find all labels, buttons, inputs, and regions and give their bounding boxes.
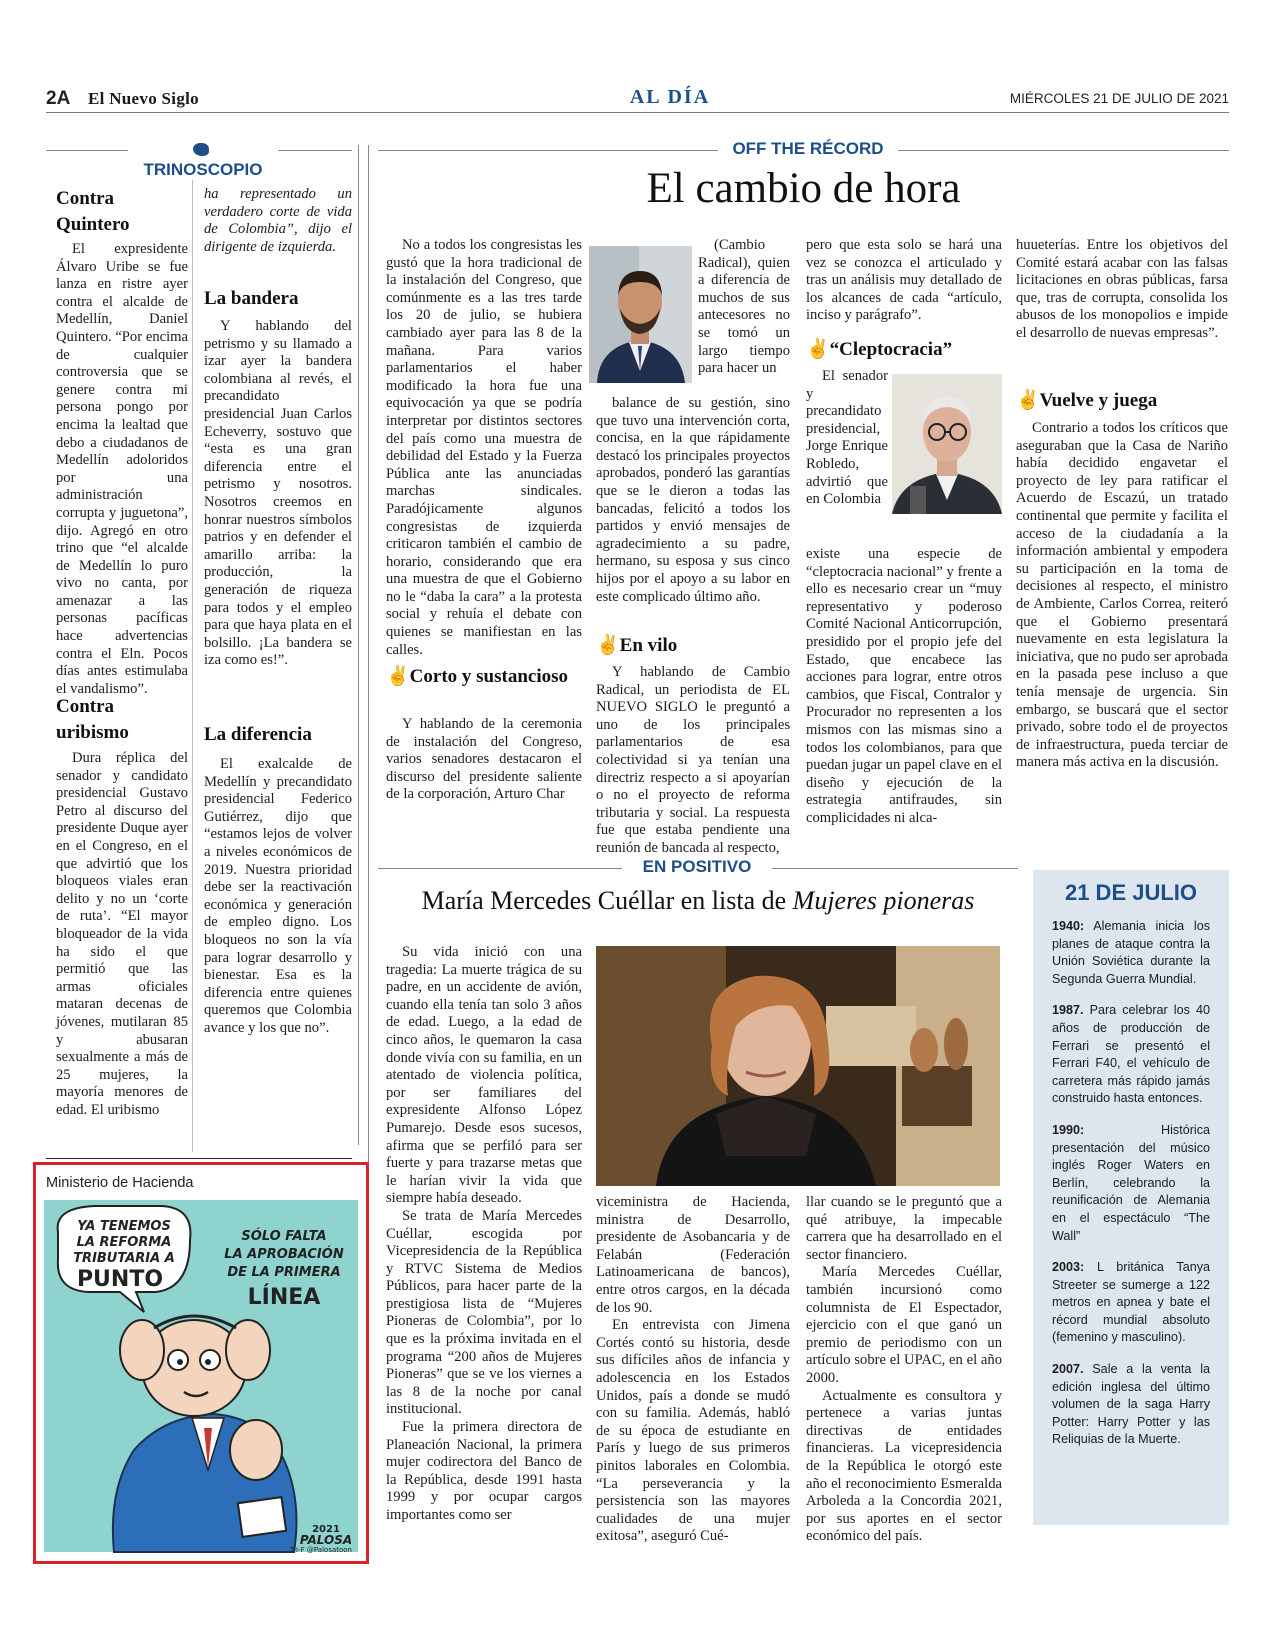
article-cambio-de-hora-col1: No a todos los congresistas les gustó que la hora tradicional de la instalación del Congreso, que comúnmente es a las tres tarde los 20 de julio, se hubiera cambiado ayer para las 8 de la mañana. Para varios parlamentarios el haber modificado la hora fue una equivocación ya que se podría interpretar por distintos sectores del país como una muestra de debilidad del Estado y la Fuerza Pública ante las anunciadas marchas sindicales. Paradójicamente algunos congresistas de izquierda criticaron también el cambio de horario, considerando que era una muestra de que el Gobierno no le “daba la cara” a la protesta social y rehuía el debate con quienes se manifiestan en las calles. — [386, 237, 582, 658]
portrait-jorge-robledo — [892, 374, 1002, 514]
photo-maria-mercedes-cuellar — [596, 946, 1000, 1186]
bird-icon — [193, 143, 209, 156]
article-cambio-de-hora-col3: pero que esta solo se hará una vez se conozca el articulado y tras un análisis muy detallado de los alcances de cada “artículo, inciso y parágrafo”. — [806, 237, 1002, 324]
article-corto-sustancioso: Y hablando de la ceremonia de instalación del Congreso, varios senadores destacaron el discurso del presidente saliente de la corporación, Arturo Char — [386, 716, 582, 803]
victory-icon: ✌ — [1016, 390, 1040, 411]
cartoon-text: YA TENEMOS — [77, 1219, 171, 1234]
column-separator — [192, 180, 193, 1152]
cartoonist-signature: PALOSA — [299, 1533, 353, 1547]
cartoon-text: PUNTO — [76, 1267, 164, 1292]
cartoon-text: 2021 — [312, 1524, 340, 1535]
cartoon-text: SÓLO FALTA — [241, 1229, 327, 1244]
headline-vuelve-y-juega: ✌Vuelve y juega — [1016, 390, 1158, 411]
issue-date: MIÉRCOLES 21 DE JULIO DE 2021 — [1009, 91, 1229, 106]
section-name: AL DÍA — [629, 86, 711, 108]
page-number: 2A — [46, 88, 71, 109]
headline-corto-sustancioso: ✌Corto y sustancioso — [386, 666, 569, 687]
cartoon-title: Ministerio de Hacienda — [46, 1175, 194, 1191]
column-separator — [358, 145, 359, 1145]
newspaper-name: El Nuevo Siglo — [88, 89, 199, 108]
headline-cambio-de-hora: El cambio de hora — [646, 165, 961, 212]
efemeride-item: 2007. Sale a la venta la edición inglesa del último volumen de la saga Harry Potter: Harry Potter y las Reliquias de la Muerte. — [1052, 1362, 1210, 1447]
article-contra-uribismo-cont: ha representado un verdadero corte de vida de Colombia”, dijo el dirigente de izquierda. — [204, 186, 352, 255]
article-maria-mercedes-col3: llar cuando se le preguntó que a qué atribuye, la impecable carrera que ha desarrollado en el sector financiero. María Mercedes Cuéllar, también incursionó como columnista de El Espectador, ejercicio con el que ganó un premio de periodismo con un artículo sobre el UPAC, en el año 2000. Actualmente es consultora y pertenece a varias juntas directivas de entidades financieras. La vicepresidencia de la República le otorgó este año el reconocimiento Esmeralda Arboleda a la Concordia 2021, por sus aportes en el sector económico del país. — [806, 1194, 1002, 1545]
victory-icon: ✌ — [386, 666, 410, 687]
headline-contra-uribismo: Contra uribismo — [56, 696, 129, 743]
article-maria-mercedes-col2: viceministra de Hacienda, ministra de Desarrollo, presidente de Asobancaria y de Felabán (Federación Latinoamericana de bancos), entre otros cargos, en la década de los 90. En entrevista con Jimena Cortés contó su historia, desde sus difíciles años de infancia y adolescencia en los Estados Unidos, país a donde se mudó con su familia. Además, habló de su época de estudiante en París y luego de sus primeros pinitos laborales en Colombia. “La perseverancia y la persistencia son las mayores cualidades de una mujer exitosa”, aseguró Cué- — [596, 1194, 790, 1545]
article-contra-quintero: El expresidente Álvaro Uribe se fue lanza en ristre ayer contra el alcalde de Medellín, Daniel Quintero. “Por encima de cualquier controversia que se genere contra mi persona pongo por encima la lealtad que debo a ciudadanos de Medellín adoloridos por una administración corrupta y juguetona”, dijo. Agregó en otro trino que “el alcalde de Medellín lo puro vivo no canta, por amenazar a las personas pacíficas hace advertencias contra el Eln. Pocos días antes estimulaba el vandalismo”. — [56, 241, 188, 697]
victory-icon: ✌ — [806, 339, 830, 360]
article-cambio-de-hora-col2a: (Cambio Radical), quien a diferencia de muchos de sus antecesores no se tomó un largo tiempo para hacer un — [698, 237, 790, 377]
cartoon-text: LA APROBACIÓN — [224, 1247, 344, 1262]
efemeride-item: 1987. Para celebrar los 40 años de producción de Ferrari se presentó el Ferrari F40, el vehículo de carretera más rápido jamás construido hasta entonces. — [1052, 1003, 1210, 1106]
article-en-vilo: Y hablando de Cambio Radical, un periodista de EL NUEVO SIGLO le preguntó a uno de los principales parlamentarios de esa colectividad si ya tenían una directriz respecto a si apoyarían o no el proyecto de reforma tributaria y social. La respuesta fue que estaba pendiente una reunión de bancada al respecto, — [596, 664, 790, 856]
cartoon-text: DE LA PRIMERA — [227, 1265, 341, 1280]
efemerides-title: 21 DE JULIO — [1064, 880, 1198, 905]
article-la-diferencia: El exalcalde de Medellín y precandidato presidencial Federico Gutiérrez, dijo que “estamos lejos de volver a niveles económicos de 2019. Nuestra prioridad debe ser la reactivación económica y generación de empleo digno. Los bloqueos no son la vía para lograr desarrollo y bienestar. Esa es la diferencia entre quienes queremos que Colombia avance y los que no”. — [204, 756, 352, 1036]
efemeride-item: 1990: Histórica presentación del músico inglés Roger Waters en Berlín, celebrando la reunificación de Alemania en el espectáculo “The Wall” — [1052, 1122, 1210, 1243]
article-cleptocracia-intro: El senador y precandidato presidencial, Jorge Enrique Robledo, advirtió que en Colombia — [806, 368, 888, 508]
cartoon-credit: T-I-F @Palosatoon — [289, 1546, 352, 1554]
article-la-bandera: Y hablando del petrismo y su llamado a izar ayer la bandera colombiana al revés, el precandidato presidencial Juan Carlos Echeverry, sostuvo que “esta es una gran diferencia entre el petrismo y nosotros. Nosotros creemos en honrar nuestros símbolos patrios y en defender el amarillo arriba: la producción, la generación de riqueza para todos y el empleo para que haya plata en el bolsillo. ¡La bandera se iza como es!”. — [204, 318, 352, 669]
cartoon-text: LA REFORMA — [76, 1235, 172, 1250]
headline-la-diferencia: La diferencia — [204, 724, 312, 745]
headline-en-vilo: ✌En vilo — [596, 635, 678, 656]
article-cambio-de-hora-col2: balance de su gestión, sino que tuvo una intervención corta, concisa, en la que rápidamente destacó los principales proyectos aprobados, ponderó las garantías que se le dieron a todas las bancadas, felicitó a todos los partidos y envió mensajes de agradecimiento a su padre, hermano, su esposa y sus cinco hijos por el apoyo a su labor en este complicado último año. — [596, 395, 790, 605]
victory-icon: ✌ — [596, 635, 620, 656]
header-rule — [46, 112, 1229, 113]
cartoon-text: TRIBUTARIA A — [73, 1251, 175, 1266]
efemeride-item: 2003: L británica Tanya Streeter se sumerge a 122 metros en apnea y bate el récord mundial absoluto (femenino y masculino). — [1052, 1260, 1210, 1345]
headline-la-bandera: La bandera — [204, 288, 299, 309]
headline-contra-quintero: Contra Quintero — [56, 188, 130, 235]
portrait-arturo-char — [589, 246, 692, 383]
article-vuelve-y-juega: Contrario a todos los críticos que aseguraban que la Casa de Nariño había decidido engavetar el proyecto de ley para ratificar el Acuerdo de Escazú, un tratado continental que permite y facilita el acceso de la ciudadanía a la información ambiental y empodera su participación en la toma de decisiones al respecto, el ministro de Ambiente, Carlos Correa, reiteró que el Gobierno presentará nuevamente en esta legislatura la iniciativa, que no pudo ser aprobada en la pasada pese incluso a que tenía mensaje de urgencia. Sin embargo, se buscará que el sector privado, sobre todo el de proyectos de infraestructura, pueda terciar de manera más activa en la discusión. — [1016, 420, 1228, 771]
efemeride-item: 1940: Alemania inicia los planes de ataque contra la Unión Soviética durante la Segunda Guerra Mundial. — [1052, 919, 1210, 986]
cartoon-text: LÍNEA — [247, 1285, 321, 1310]
off-the-record-label: OFF THE RÉCORD — [718, 139, 898, 159]
cartoon-ministerio-hacienda — [44, 1200, 358, 1552]
en-positivo-label: EN POSITIVO — [622, 857, 772, 877]
article-cambio-de-hora-col4: huueterías. Entre los objetivos del Comité estará acabar con las falsas licitaciones en obras públicas, farsa que, tras de corrupta, consolida los abusos de los monopolios e impide el desarrollo de nuevas empresas”. — [1016, 237, 1228, 341]
article-contra-uribismo: Dura réplica del senador y candidato presidencial Gustavo Petro al discurso del presidente Duque ayer en el Congreso, en el que advirtió que los bloqueos viales eran delito y no un ‘corte de ruta’. “El mayor bloqueador de la vida ha sido el que permitió que las armas oficiales mataran decenas de jóvenes, mutilaran 85 y abusaran sexualmente a más de 25 mujeres, la mayoría menores de edad. El uribismo — [56, 750, 188, 1118]
article-maria-mercedes-col1: Su vida inició con una tragedia: La muerte trágica de su padre, en un accidente de avión, cuando ella tenía tan solo 3 años de edad. Luego, a la edad de cinco años, le quemaron la casa donde vivía con su familia, en un atentado de violencia política, por ser familiares del expresidente Alfonso López Pumarejo. Desde esos sucesos, afirma que se perfiló para ser fuerte y para trazarse metas que le harían vivir la vida que siempre había deseado. Se trata de María Mercedes Cuéllar, escogida por Vicepresidencia de la República y RTVC Sistema de Medios Públicos, para hacer parte de la prestigiosa lista de “Mujeres Pioneras de Colombia”, por lo que es la próxima invitada en el programa “200 años de Mujeres Pioneras” que se ve los viernes a las 8 de la noche por canal institucional. Fue la primera directora de Planeación Nacional, la primera mujer codirectora del Banco de la República, desde 1991 hasta 1999 y por ocupar cargos importantes como ser — [386, 944, 582, 1523]
headline-cleptocracia: ✌“Cleptocracia” — [806, 339, 953, 360]
headline-maria-mercedes: María Mercedes Cuéllar en lista de Mujeres pioneras — [421, 886, 975, 915]
efemerides-list — [1052, 918, 1210, 1463]
trinoscopio-label: TRINOSCOPIO — [128, 140, 278, 180]
cartoon-top-rule — [46, 1158, 352, 1159]
article-cleptocracia: existe una especie de “cleptocracia nacional” y frente a ello es necesario crear un “muy representativo y poderoso Comité Nacional Anticorrupción, presidido por el propio jefe del Estado, que encabece las acciones para lograr, entre otros cambios, que Fiscal, Contralor y Procurador no representen a los mismos con las mismas sino a todos los colombianos, para que puedan jugar un papel clave en el diseño y ejecución de la estrategia antifraudes, sin complicidades ni alca- — [806, 546, 1002, 826]
